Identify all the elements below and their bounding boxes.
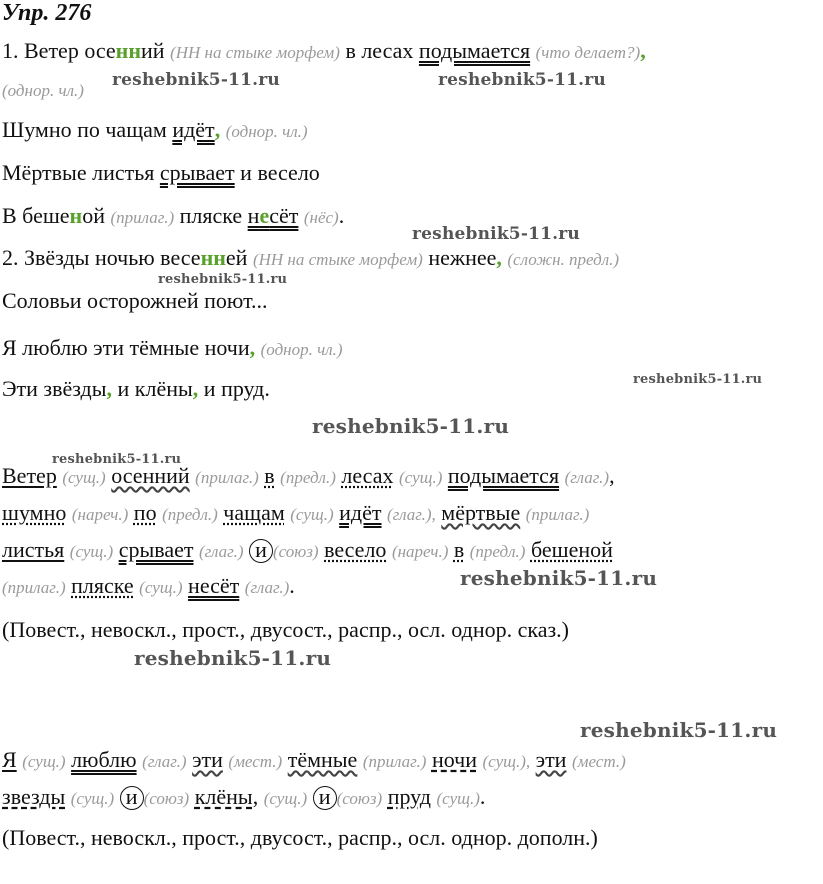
text: и пруд.: [198, 376, 270, 401]
comma-mark: ,: [192, 376, 199, 401]
predicate-word: подымается: [447, 463, 560, 488]
circumstance-word: бешеной: [530, 537, 613, 562]
note: (сложн. предл.): [507, 250, 620, 269]
conjunction-circled: и: [313, 786, 337, 810]
pos-note: (сущ.),: [482, 752, 531, 771]
poem-line-4: [2, 203, 344, 231]
predicate-word: срывает: [118, 537, 194, 562]
punct: .: [479, 784, 486, 809]
analysis2-summary: (Повест., невоскл., прост., двусост., распр., осл. однор. дополн.): [2, 825, 598, 850]
comma-mark: ,: [214, 117, 221, 142]
poem-line-2: [2, 117, 308, 145]
text: в лесах: [339, 38, 419, 63]
circumstance-word: лесах: [341, 463, 394, 488]
circumstance-word: весело: [324, 537, 387, 562]
watermark: reshebnik5-11.ru: [460, 566, 658, 590]
analysis1-row2: [2, 497, 589, 531]
comma-mark: ,: [496, 245, 502, 270]
punct: ,: [252, 784, 259, 809]
analysis1-summary: (Повест., невоскл., прост., двусост., распр., осл. однор. сказ.): [2, 617, 570, 642]
watermark: reshebnik5-11.ru: [112, 70, 280, 90]
object-word: ночи: [431, 747, 477, 772]
predicate: подымается: [418, 38, 531, 63]
poem-line-6: Соловьи осторожней поют...: [2, 288, 268, 313]
text: 1. Ветер осе: [2, 38, 116, 63]
object-word: клёны: [194, 784, 253, 809]
pos-note: (мест.): [571, 752, 626, 771]
pos-note: (нареч.): [71, 505, 129, 524]
text: сёт: [269, 203, 299, 228]
pos-note: (нареч.): [391, 542, 449, 561]
pos-note: (союз): [336, 789, 383, 808]
poem-line-8: [2, 376, 270, 402]
pos-note: (предл.): [280, 468, 336, 487]
text: ей: [225, 245, 253, 270]
pos-note: (сущ.): [139, 578, 183, 597]
conjunction-circled: и: [249, 539, 273, 563]
analysis2-row2: [2, 781, 485, 815]
pos-note: (союз): [273, 542, 319, 561]
text: В беше: [2, 203, 70, 228]
note: (что делает?): [535, 43, 641, 62]
watermark: reshebnik5-11.ru: [134, 646, 332, 670]
pos-note: (сущ.): [22, 752, 66, 771]
text: н: [247, 203, 260, 228]
pos-note: (сущ.): [69, 542, 114, 561]
poem-line-7: [2, 335, 343, 363]
comma-mark: ,: [640, 38, 646, 63]
text: Эти звёзды: [2, 376, 107, 401]
pos-note: (союз): [143, 789, 190, 808]
note: (НН на стыке морфем): [170, 43, 340, 62]
pos-note: (глаг.): [244, 578, 290, 597]
poem-line-1: [2, 38, 646, 66]
note: (однор. чл.): [2, 81, 84, 100]
subject-word: Я: [2, 747, 17, 772]
pos-note: (сущ.): [398, 468, 443, 487]
predicate: идёт: [172, 117, 215, 142]
subject-word: листья: [2, 537, 65, 562]
watermark: reshebnik5-11.ru: [412, 224, 580, 244]
pos-note: (глаг.): [142, 752, 187, 771]
pos-note: (прилаг.): [2, 578, 66, 597]
exercise-title: Упр. 276: [2, 0, 92, 26]
watermark: reshebnik5-11.ru: [580, 718, 778, 742]
attribute-word: эти: [192, 747, 223, 772]
predicate-word: идёт: [339, 500, 382, 525]
circumstance-word: шумно: [2, 500, 67, 525]
poem-line-3: [2, 160, 320, 186]
text: Мёртвые листья: [2, 160, 160, 185]
attribute-word: эти: [535, 747, 567, 772]
attribute-word: мёртвые: [441, 500, 521, 525]
highlight-n: н: [69, 203, 83, 228]
pos-note: (сущ.): [62, 468, 106, 487]
pos-note: (сущ.): [290, 505, 334, 524]
attribute-word: тёмные: [287, 747, 358, 772]
pos-note: (предл.): [162, 505, 218, 524]
pos-note: (мест.): [228, 752, 283, 771]
pos-note: (прилаг.): [362, 752, 427, 771]
analysis1-row4: [2, 570, 295, 604]
text: .: [338, 203, 345, 228]
word: в: [264, 463, 275, 488]
watermark: reshebnik5-11.ru: [438, 70, 606, 90]
word: по: [133, 500, 157, 525]
pos-note: (прилаг.): [525, 505, 590, 524]
pos-note: (предл.): [469, 542, 526, 561]
text: Шумно по чащам: [2, 117, 173, 142]
predicate-word: люблю: [71, 747, 137, 772]
object-word: пруд: [387, 784, 431, 809]
note: (прилаг.): [110, 208, 175, 227]
predicate-word: несёт: [188, 573, 240, 598]
circumstance-word: чащам: [223, 500, 285, 525]
comma-mark: ,: [249, 335, 256, 360]
text: и клёны: [112, 376, 193, 401]
watermark: reshebnik5-11.ru: [633, 372, 763, 387]
word: в: [453, 537, 465, 562]
pos-note: (глаг.): [198, 542, 244, 561]
pos-note: (прилаг.): [195, 468, 259, 487]
text: ий: [141, 38, 165, 63]
subject-word: Ветер: [2, 463, 57, 488]
note: (нёс): [303, 208, 339, 227]
attribute-word: осенний: [111, 463, 190, 488]
poem-line-5: [2, 245, 619, 273]
pos-note: (сущ.): [263, 789, 308, 808]
watermark: reshebnik5-11.ru: [312, 414, 510, 438]
object-word: звезды: [2, 784, 66, 809]
watermark: reshebnik5-11.ru: [52, 452, 182, 467]
note: (однор. чл.): [260, 340, 343, 359]
note: (однор. чл.): [225, 122, 308, 141]
pos-note: (глаг.): [564, 468, 610, 487]
predicate: срывает: [159, 160, 235, 185]
punct: .: [289, 573, 295, 598]
pos-note: (сущ.): [70, 789, 115, 808]
analysis2-row1: [2, 744, 626, 778]
pos-note: (сущ.): [436, 789, 480, 808]
conjunction-circled: и: [120, 786, 144, 810]
text: и весело: [234, 160, 320, 185]
highlight-nn: нн: [115, 38, 142, 63]
note: (НН на стыке морфем): [252, 250, 423, 269]
circumstance-word: пляске: [71, 573, 134, 598]
analysis1-row3: [2, 534, 613, 568]
highlight-e: е: [259, 203, 270, 228]
watermark: reshebnik5-11.ru: [158, 272, 288, 287]
text: ой: [82, 203, 111, 228]
comma-mark: ,: [106, 376, 113, 401]
punct: ,: [609, 463, 615, 488]
text: нежнее: [422, 245, 497, 270]
pos-note: (глаг.),: [387, 505, 436, 524]
highlight-nn: нн: [200, 245, 226, 270]
text: Я люблю эти тёмные ночи: [2, 335, 250, 360]
text: пляске: [174, 203, 248, 228]
text: 2. Звёзды ночью весе: [2, 245, 201, 270]
poem-line-1b: [2, 76, 84, 104]
